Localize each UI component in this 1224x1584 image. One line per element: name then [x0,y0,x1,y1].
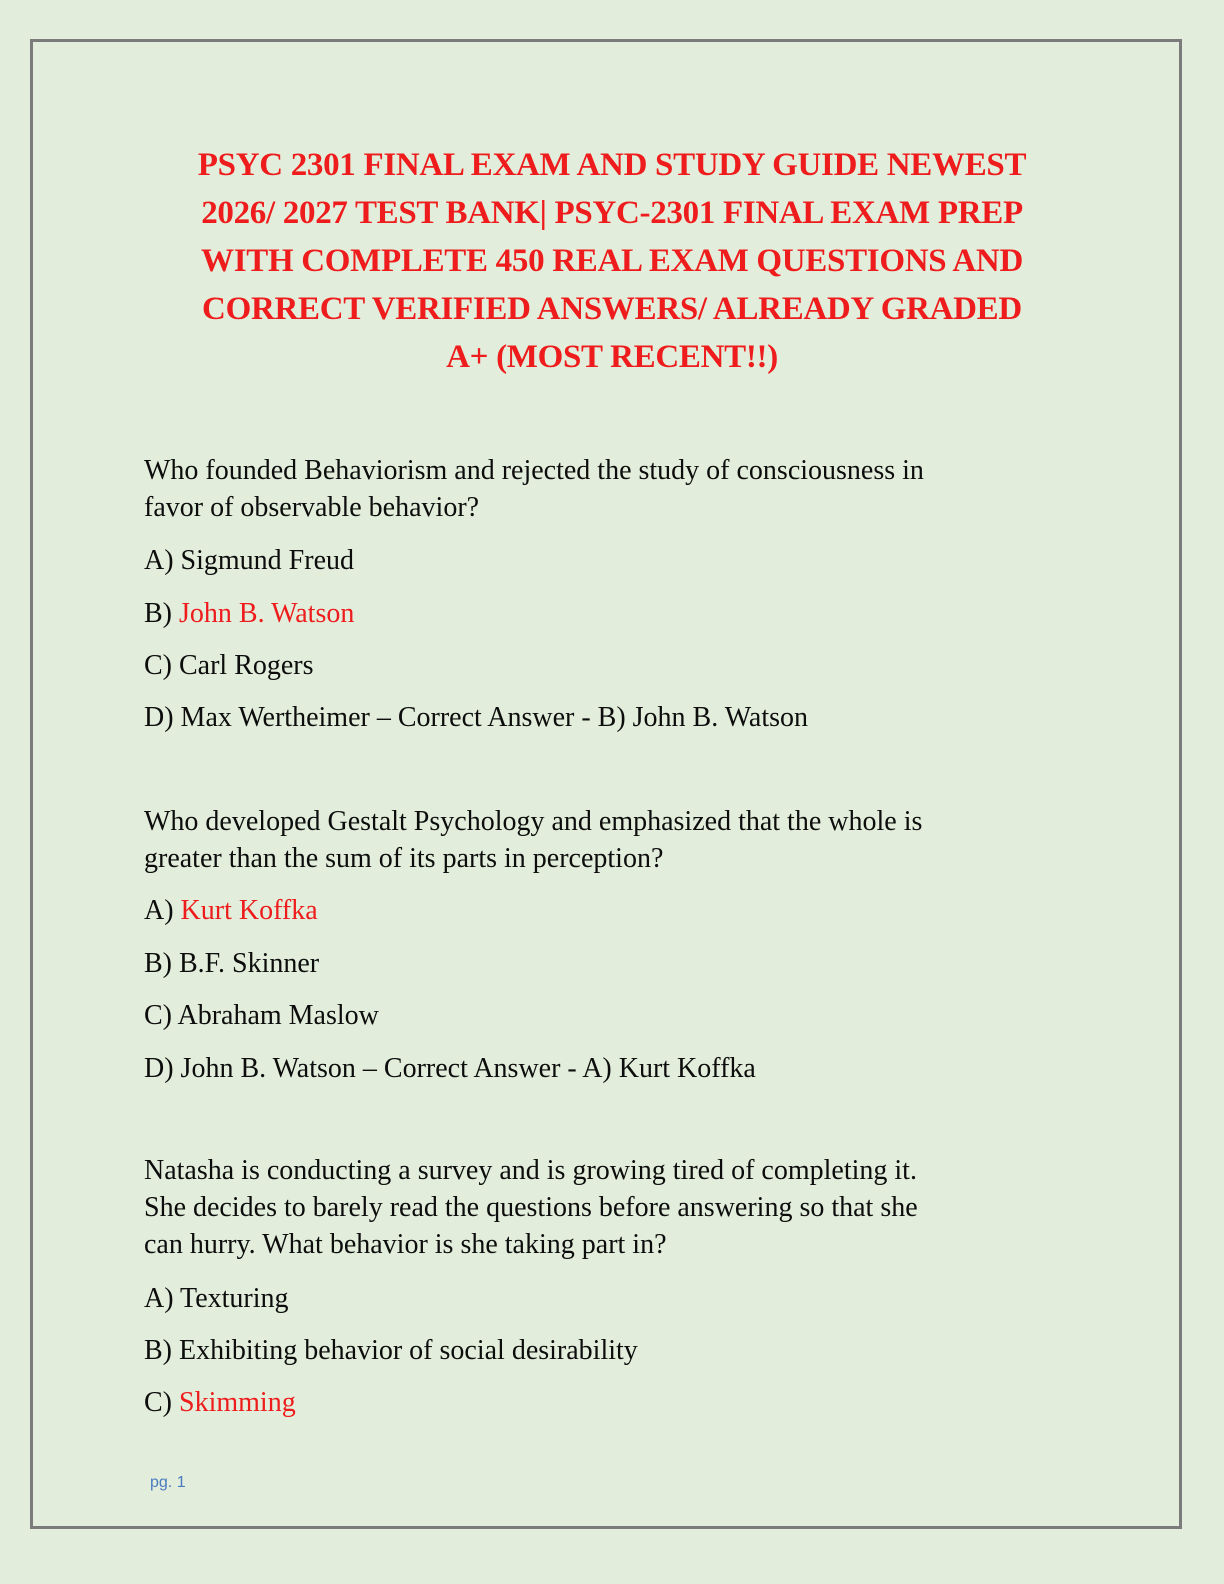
question-text [144,452,1064,526]
option-text: Sigmund Freud [180,545,355,576]
option-prefix: D) [144,702,181,733]
answer-option-a [144,542,354,579]
page-number: pg. 1 [150,1474,186,1491]
option-prefix: B) [144,1335,179,1366]
question-text-line: Who founded Behaviorism and rejected the study of consciousness in [144,455,924,486]
question-text-line: Natasha is conducting a survey and is growing tired of completing it. [144,1155,917,1186]
option-text: Carl Rogers [179,650,314,681]
title-line: PSYC 2301 FINAL EXAM AND STUDY GUIDE NEWEST [197,147,1027,183]
question-2 [144,803,1064,1084]
option-text: Texturing [180,1283,289,1314]
option-text: B.F. Skinner [179,948,320,979]
option-prefix: B) [144,948,179,979]
question-text-line: She decides to barely read the questions before answering so that she [144,1192,918,1223]
option-text: Max Wertheimer [180,702,370,733]
question-text-line: greater than the sum of its parts in perception? [144,843,664,874]
title-line: 2026/ 2027 TEST BANK| PSYC-2301 FINAL EXAM PREP [201,195,1023,231]
option-prefix: A) [144,545,181,576]
question-1 [144,452,1064,733]
option-prefix: C) [144,650,179,681]
question-text-line: Who developed Gestalt Psychology and emphasized that the whole is [144,806,923,837]
answer-option-c [144,647,314,684]
title-line: A+ (MOST RECENT!!) [446,339,778,375]
question-text [144,803,1064,877]
option-prefix: D) [144,1053,181,1084]
question-text-line: can hurry. What behavior is she taking part in? [144,1229,667,1260]
answer-option-c [144,997,379,1034]
correct-answer-note: – Correct Answer - A) Kurt Koffka [355,1053,756,1084]
answer-option-a [144,892,318,929]
answer-option-b [144,1332,638,1369]
option-text: John B. Watson [180,1053,356,1084]
option-text: Abraham Maslow [177,1000,379,1031]
option-prefix: B) [144,598,179,629]
option-prefix: C) [144,1000,178,1031]
correct-option-text: Kurt Koffka [180,895,318,926]
answer-option-b [144,945,319,982]
question-3 [144,1152,1064,1418]
title-line: WITH COMPLETE 450 REAL EXAM QUESTIONS AND [201,243,1023,279]
correct-answer-note: – Correct Answer - B) John B. Watson [369,702,809,733]
option-prefix: C) [144,1387,179,1418]
correct-option-text: Skimming [179,1387,296,1418]
answer-option-a [144,1280,289,1317]
option-prefix: A) [144,895,181,926]
document-title [130,141,1094,381]
answer-option-d [144,699,808,736]
option-prefix: A) [144,1283,181,1314]
option-text: Exhibiting behavior of social desirability [179,1335,638,1366]
title-line: CORRECT VERIFIED ANSWERS/ ALREADY GRADED [202,291,1022,327]
correct-option-text: John B. Watson [179,598,355,629]
question-text [144,1152,1064,1263]
answer-option-c [144,1384,296,1421]
question-text-line: favor of observable behavior? [144,492,480,523]
answer-option-b [144,595,354,632]
answer-option-d [144,1050,756,1087]
